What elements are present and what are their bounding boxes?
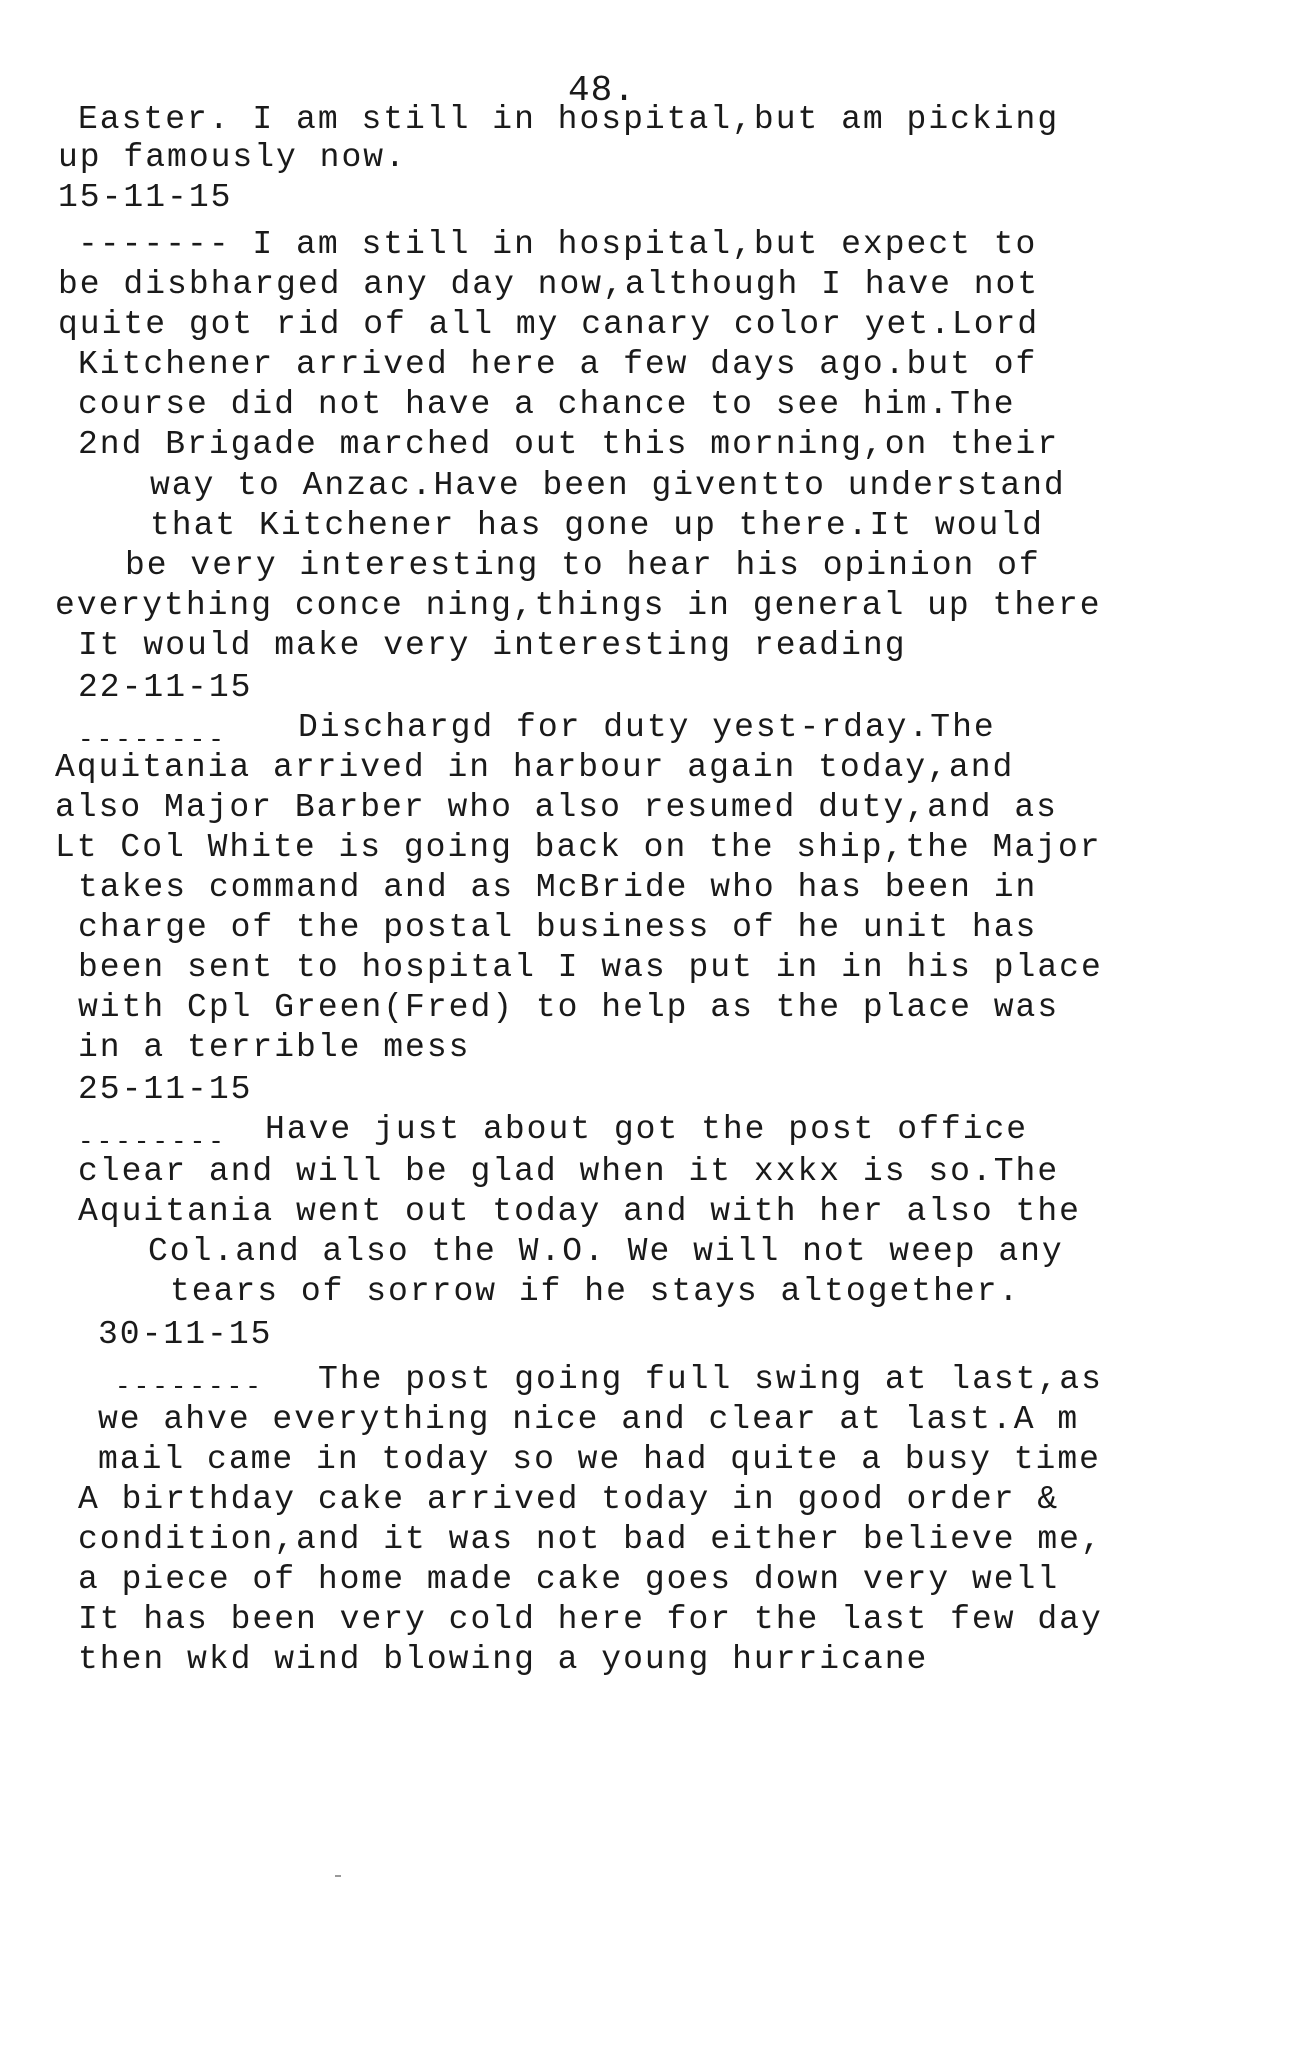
entry-date: 30-11-15	[98, 1316, 273, 1353]
text-line: be disbharged any day now,although I have not	[58, 266, 1040, 303]
text-line: a piece of home made cake goes down very well	[78, 1561, 1060, 1598]
text-line: Kitchener arrived here a few days ago.but of	[78, 346, 1038, 383]
date-underline: --------	[115, 1372, 264, 1402]
text-line: way to Anzac.Have been giventto understand	[150, 467, 1066, 504]
text-line: Lt Col White is going back on the ship,the Major	[55, 829, 1102, 866]
date-underline: --------	[78, 725, 227, 755]
text-line: Easter. I am still in hospital,but am picking	[78, 101, 1060, 138]
page-number: 48.	[568, 70, 636, 111]
text-line: be very interesting to hear his opinion of	[125, 547, 1041, 584]
date-underline: --------	[78, 1127, 227, 1157]
margin-mark	[335, 1875, 341, 1877]
text-line: with Cpl Green(Fred) to help as the place was	[78, 989, 1060, 1026]
text-line: condition,and it was not bad either believe me,	[78, 1521, 1103, 1558]
text-line: Have just about got the post office	[265, 1111, 1029, 1148]
text-line: takes command and as McBride who has been in	[78, 869, 1038, 906]
text-line: we ahve everything nice and clear at last.A m	[98, 1401, 1080, 1438]
text-line: mail came in today so we had quite a busy time	[98, 1441, 1101, 1478]
entry-date: 22-11-15	[78, 669, 253, 706]
entry-date: 25-11-15	[78, 1071, 253, 1108]
text-line: clear and will be glad when it xxkx is so.The	[78, 1153, 1060, 1190]
text-line: up famously now.	[58, 139, 407, 176]
entry-date: 15-11-15	[58, 179, 233, 216]
text-line: everything conce ning,things in general up there	[55, 587, 1102, 624]
text-line: 2nd Brigade marched out this morning,on their	[78, 426, 1060, 463]
text-line: Dischargd for duty yest-rday.The	[298, 709, 996, 746]
text-line: charge of the postal business of he unit has	[78, 909, 1038, 946]
text-line: Col.and also the W.O. We will not weep any	[148, 1233, 1064, 1270]
text-line: ------- I am still in hospital,but expect to	[78, 226, 1038, 263]
text-line: quite got rid of all my canary color yet.Lord	[58, 306, 1040, 343]
text-line: The post going full swing at last,as	[318, 1361, 1103, 1398]
text-line: course did not have a chance to see him.The	[78, 386, 1016, 423]
text-line: It has been very cold here for the last few day	[78, 1601, 1103, 1638]
text-line: been sent to hospital I was put in in his place	[78, 949, 1103, 986]
text-line: also Major Barber who also resumed duty,and as	[55, 789, 1058, 826]
text-line: in a terrible mess	[78, 1029, 471, 1066]
text-line: Aquitania went out today and with her also the	[78, 1193, 1081, 1230]
text-line: then wkd wind blowing a young hurricane	[78, 1641, 929, 1678]
text-line: A birthday cake arrived today in good order &	[78, 1481, 1060, 1518]
text-line: tears of sorrow if he stays altogether.	[170, 1273, 1021, 1310]
text-line: that Kitchener has gone up there.It would	[150, 507, 1044, 544]
text-line: It would make very interesting reading	[78, 627, 907, 664]
text-line: Aquitania arrived in harbour again today,and	[55, 749, 1015, 786]
